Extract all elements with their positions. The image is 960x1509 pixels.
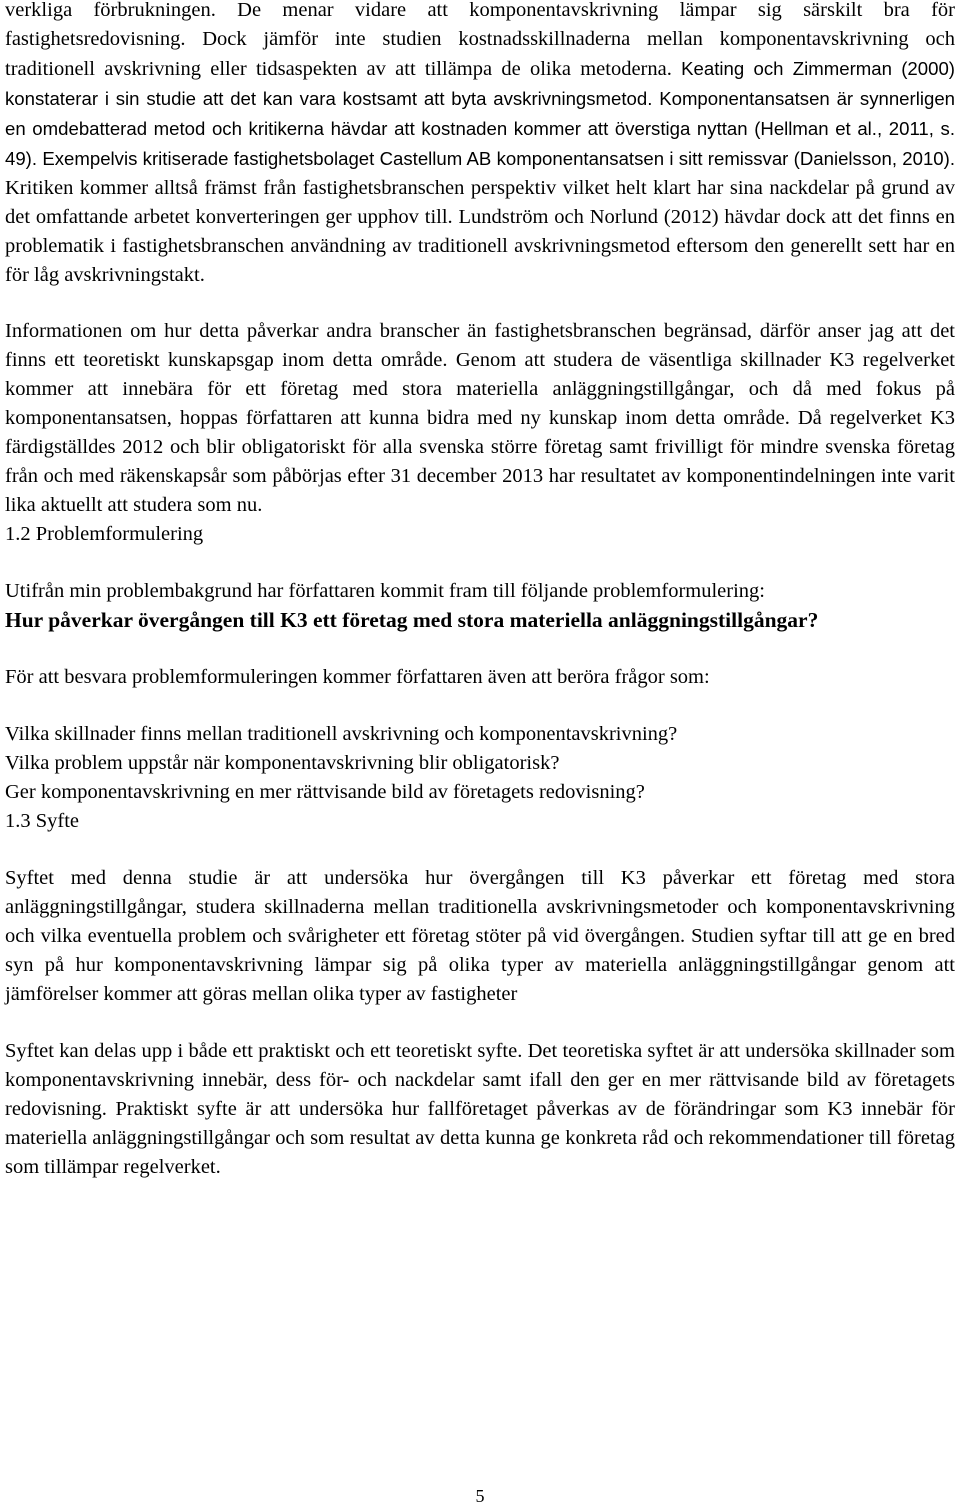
problem-intro: Utifrån min problembakgrund har författaren kommit fram till följande problemformulering: — [5, 580, 765, 602]
text-segment-sans: Keating och Zimmerman (2000) konstaterar i sin studie att det kan vara kostsamt att byta avskrivningsmetod. Komponentansatsen är synnerligen en omdebatterad metod och kritikerna hävdar att kostnaden kommer att överstiga nyttan (Hellman et al., 2011, s. 49). Exempelvis kritiserade fastighetsbolaget Castellum AB komponentansatsen i sitt remissvar (Danielsson, 2010). — [5, 58, 955, 169]
body-paragraph-background — [5, 0, 955, 290]
text-segment-serif: Kritiken kommer alltså främst från fastighetsbranschen perspektiv vilket helt klart har sina nackdelar på grund av det omfattande arbetet konverteringen ger upphov till. Lundström och Norlund (2012) hävdar dock att det finns en problematik i fastighetsbranschen användning av traditionell avskrivningsmetod eftersom den generellt sett har en för låg avskrivningstakt. — [5, 177, 955, 286]
body-paragraph-purpose: Syftet med denna studie är att undersöka hur övergången till K3 påverkar ett företag med stora anläggningstillgångar, studera skillnaderna mellan traditionella avskrivningsmetoder och komponentavskrivning och vilka eventuella problem och svårigheter ett företag stöter på vid övergången. Studien syftar till att ge en bred syn på hur komponentavskrivning lämpar sig på olika typer av materiella anläggningstillgångar genom att jämförelser kommer att göras mellan olika typer av fastigheter — [5, 867, 955, 1005]
sub-questions-list — [5, 720, 955, 807]
sub-questions-intro: För att besvara problemformuleringen kommer författaren även att beröra frågor som: — [5, 666, 710, 688]
section-heading-syfte: 1.3 Syfte — [5, 810, 80, 832]
body-paragraph-purpose-split: Syftet kan delas upp i både ett praktiskt och ett teoretiskt syfte. Det teoretiska syftet är att undersöka skillnader som komponentavskrivning innebär, dess för- och nackdelar samt ifall den ger en mer rättvisande bild av företagets redovisning. Praktiskt syfte är att undersöka hur fallföretaget påverkas av de förändringar som K3 innebär för materiella anläggningstillgångar och som resultat av detta kunna ge konkreta råd och rekommendationer till företag som tillämpar regelverket. — [5, 1040, 955, 1178]
sub-question: Vilka problem uppstår när komponentavskrivning blir obligatorisk? — [5, 752, 560, 774]
body-paragraph-knowledge-gap: Informationen om hur detta påverkar andra branscher än fastighetsbranschen begränsad, därför anser jag att det finns ett teoretiskt kunskapsgap inom detta område. Genom att studera de väsentliga skillnader K3 regelverket kommer att innebära för ett företag med stora materiella anläggningstillgångar, och då med fokus på komponentansatsen, hoppas författaren att kunna bidra med ny kunskap inom detta område. Då regelverket K3 färdigställdes 2012 och blir obligatoriskt för alla svenska större företag samt frivilligt för mindre svenska företag från och med räkenskapsår som påbörjas efter 31 december 2013 har resultatet av komponentindelningen inte varit lika aktuellt att studera som nu. — [5, 320, 955, 516]
sub-question: Vilka skillnader finns mellan traditionell avskrivning och komponentavskrivning? — [5, 723, 678, 745]
text-segment-serif: verkliga förbrukningen. De menar vidare att komponentavskrivning lämpar sig särskilt bra för fastighetsredovisning. Dock jämför inte studien kostnadsskillnaderna mellan komponentavskrivning och traditionell avskrivning eller tidsaspekten av att tillämpa de olika metoderna. — [5, 0, 955, 80]
page-number: 5 — [475, 1486, 485, 1506]
section-heading-problemformulering: 1.2 Problemformulering — [5, 523, 204, 545]
document-page — [5, 0, 955, 1182]
sub-question: Ger komponentavskrivning en mer rättvisande bild av företagets redovisning? — [5, 781, 645, 803]
research-question: Hur påverkar övergången till K3 ett företag med stora materiella anläggningstillgångar? — [5, 608, 819, 632]
